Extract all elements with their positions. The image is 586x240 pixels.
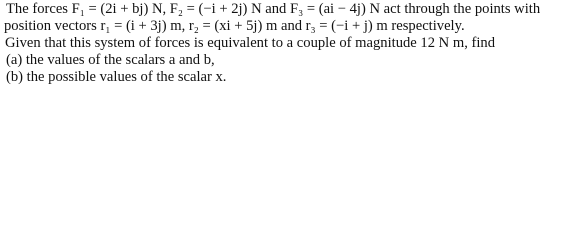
question-line-2: position vectors r₁ = (i + 3j) m, r₂ = (xi + 5j) m and r₃ = (−i + j) m respectively. (4, 18, 465, 34)
question-line-1: The forces F₁ = (2i + bj) N, F₂ = (−i + 2j) N and F₃ = (ai − 4j) N act through the points with (6, 1, 541, 17)
question-part-a: (a) the values of the scalars a and b, (6, 52, 215, 68)
question-part-b: (b) the possible values of the scalar x. (6, 69, 227, 85)
question-line-3: Given that this system of forces is equivalent to a couple of magnitude 12 N m, find (5, 35, 496, 51)
problem-document (0, 0, 586, 103)
